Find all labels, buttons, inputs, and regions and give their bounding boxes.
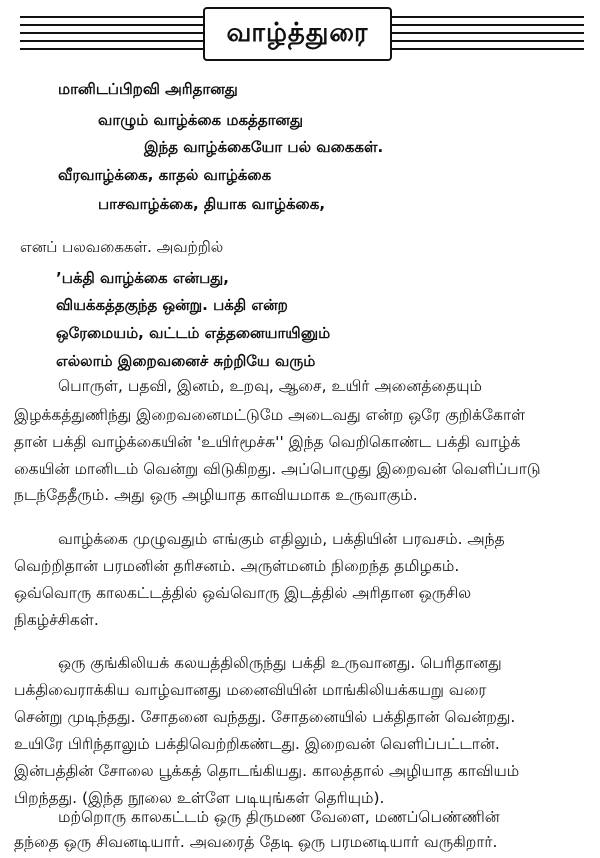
paragraph-line: தான் பக்தி வாழ்க்கையின் 'உயிர்மூச்சு'' இந்த வெறிகொண்ட பக்தி வாழ்க் <box>14 433 521 451</box>
paragraph-line: சென்று முடிந்தது. சோதனை வந்தது. சோதனையில் பக்திதான் வென்றது. <box>14 708 516 726</box>
paragraph-line: உயிரே பிரிந்தாலும் பக்திவெற்றிகண்டது. இறைவன் வெளிப்பட்டான். <box>14 735 500 753</box>
poem1-line: வீரவாழ்க்கை, காதல் வாழ்க்கை <box>58 166 272 184</box>
paragraph-line: நிகழ்ச்சிகள். <box>14 611 99 629</box>
poem2-line: ஒரேமையம், வட்டம் எத்தனையாயினும் <box>56 324 331 342</box>
paragraph-line: பக்திவைராக்கிய வாழ்வானது மனைவியின் மாங்கிலியக்கயறு வரை <box>14 681 487 699</box>
poem1-line: மானிடப்பிறவி அரிதானது <box>58 80 238 98</box>
header-rules-right <box>388 16 584 56</box>
paragraph-line: கையின் மானிடம் வென்று விடுகிறது. அப்பொழுது இறைவன் வெளிப்பாடு <box>14 460 541 478</box>
paragraph-line: இழக்கத்துணிந்து இறைவனைமட்டுமே அடைவது என்ற ஒரே குறிக்கோள் <box>14 406 526 424</box>
page-header <box>0 0 600 70</box>
paragraph-line: வெற்றிதான் பரமனின் தரிசனம். அருள்மனம் நிறைந்த தமிழகம். <box>14 557 460 575</box>
poem1-line: வாழும் வாழ்க்கை மகத்தானது <box>98 111 303 129</box>
poem2-line: வியக்கத்தகுந்த ஒன்று. பக்தி என்ற <box>56 296 288 314</box>
paragraph-line: தந்தை ஒரு சிவனடியார். அவரைத் தேடி ஒரு பரமனடியார் வருகிறார். <box>14 833 498 851</box>
header-rules-left <box>20 16 205 56</box>
paragraph-line: ஒரு குங்கிலியக் கலயத்திலிருந்து பக்தி உருவானது. பெரிதானது <box>58 654 502 672</box>
poem2-line: எல்லாம் இறைவனைச் சுற்றியே வரும் <box>56 352 316 370</box>
paragraph-line: ஒவ்வொரு காலகட்டத்தில் ஒவ்வொரு இடத்தில் அரிதான ஒருசில <box>14 584 472 602</box>
paragraph-line: நடந்தேதீரும். அது ஒரு அழியாத காவியமாக உருவாகும். <box>14 486 418 504</box>
paragraph-line: வாழ்க்கை முழுவதும் எங்கும் எதிலும், பக்தியின் பரவசம். அந்த <box>58 530 505 548</box>
paragraph-line: பொருள், பதவி, இனம், உறவு, ஆசை, உயிர் அனைத்தையும் <box>58 377 483 395</box>
poem2-line: ’பக்தி வாழ்க்கை என்பது, <box>56 269 229 287</box>
paragraph-line: பிறந்தது. (இந்த நூலை உள்ளே படியுங்கள் தெரியும்). <box>14 789 385 807</box>
paragraph-line: மற்றொரு காலகட்டம் ஒரு திருமண வேளை, மணப்பெண்ணின் <box>58 808 500 826</box>
paragraph-line: இன்பத்தின் சோலை பூக்கத் தொடங்கியது. காலத்தால் அழியாத காவியம் <box>14 762 520 780</box>
intro-line: எனப் பலவகைகள். அவற்றில் <box>20 238 224 256</box>
poem1-line: பாசவாழ்க்கை, தியாக வாழ்க்கை, <box>98 195 326 213</box>
page-title: வாழ்த்துரை <box>203 7 392 61</box>
poem1-line: இந்த வாழ்க்கையோ பல் வகைகள். <box>144 138 384 156</box>
